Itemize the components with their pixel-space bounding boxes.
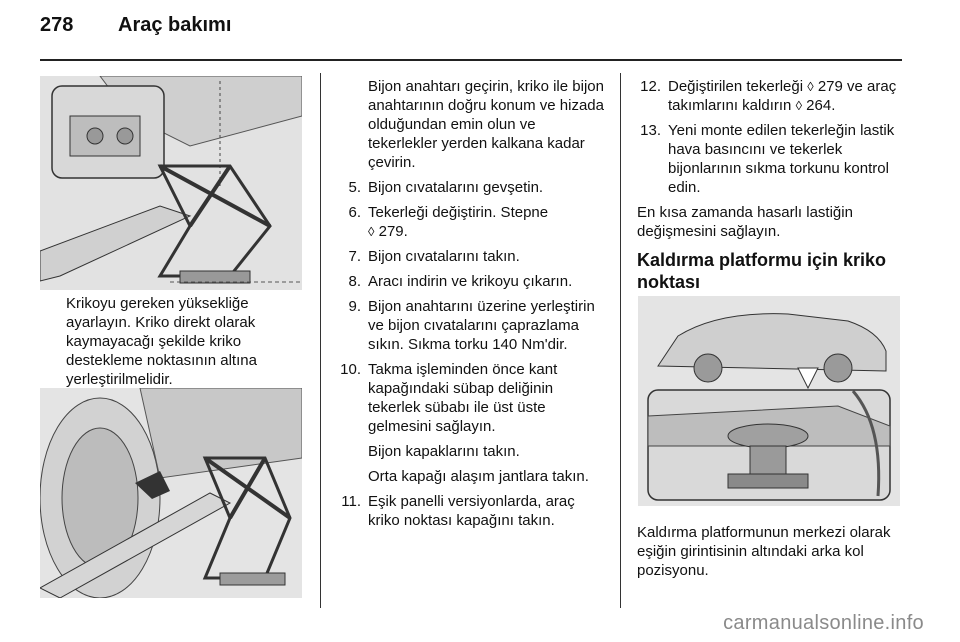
- step-text: Bijon cıvatalarını gevşetin.: [368, 179, 544, 196]
- right-column: [633, 77, 905, 293]
- lift-platform-drawing: [638, 296, 900, 506]
- list-item-step5: [333, 178, 608, 197]
- step-number: 9.: [348, 298, 361, 315]
- page-ref-link[interactable]: 264.: [806, 97, 836, 114]
- step-text: Tekerleği değiştirin. Stepne: [368, 204, 549, 221]
- list-item-step6: [333, 203, 608, 241]
- section-title: Araç bakımı: [118, 14, 232, 36]
- list-item-step11: [333, 492, 608, 530]
- step-text-group: [368, 360, 608, 486]
- list-item-step9: [333, 297, 608, 354]
- list-item-step7: [333, 247, 608, 266]
- page-ref-arrow-icon: ◊: [807, 79, 814, 94]
- jack-placement-illustration: [40, 388, 302, 598]
- step-number: 11.: [341, 493, 361, 510]
- step10-extra1: Bijon kapaklarını takın.: [368, 443, 520, 460]
- jack-closeup-drawing: [40, 76, 302, 290]
- step-text-b: ve araç takımlarını kaldırın: [668, 78, 897, 114]
- step-text-group: [668, 77, 905, 115]
- column-divider-1: [320, 73, 321, 608]
- list-item-step8: [333, 272, 608, 291]
- subsection-heading: Kaldırma platformu için kriko noktası: [637, 250, 887, 292]
- step-number: 13.: [640, 122, 661, 139]
- step-text: Aracı indirin ve krikoyu çıkarın.: [368, 273, 573, 290]
- page-ref-link[interactable]: 279: [817, 78, 843, 95]
- step-text-group: [368, 203, 608, 241]
- note-paragraph: En kısa zamanda hasarlı lastiğin değişmesini sağlayın.: [637, 204, 853, 240]
- right-caption: Kaldırma platformunun merkezi olarak eşiğin girintisinin altındaki arka kol pozisyonu.: [637, 524, 891, 579]
- list-item-step12: [633, 77, 905, 115]
- list-item-step13: [633, 121, 905, 197]
- step-text: Takma işleminden önce kant kapağındaki sübap deliğinin tekerlek sübabı ile üst üste gelmesini sağlayın.: [368, 361, 558, 435]
- step4-continued: Bijon anahtarı geçirin, kriko ile bijon anahtarının doğru konum ve hizada olduğundan emin olun ve tekerlekler yerden kalkana kadar çevirin.: [368, 78, 604, 171]
- page-ref-arrow-icon: ◊: [368, 224, 375, 239]
- step-number: 8.: [348, 273, 361, 290]
- jack-placement-drawing: [40, 388, 302, 598]
- lift-platform-illustration: [638, 296, 900, 506]
- step-text: Bijon cıvatalarını takın.: [368, 248, 520, 265]
- page-number: 278: [40, 14, 74, 36]
- header-divider: [40, 59, 902, 61]
- left-caption: Krikoyu gereken yüksekliğe ayarlayın. Kriko direkt olarak kaymayacağı şekilde kriko destekleme noktasının altına yerleştirilmelidir.: [66, 295, 257, 388]
- page-ref-link[interactable]: 279.: [378, 223, 408, 240]
- step10-extra2: Orta kapağı alaşım jantlara takın.: [368, 468, 589, 485]
- step-number: 12.: [640, 78, 661, 95]
- middle-column: [333, 77, 608, 536]
- step-text-a: Değiştirilen tekerleği: [668, 78, 804, 95]
- step-number: 6.: [348, 204, 361, 221]
- step-text: Eşik panelli versiyonlarda, araç kriko noktası kapağını takın.: [368, 493, 575, 529]
- step-number: 10.: [340, 361, 361, 378]
- step-number: 7.: [348, 248, 361, 265]
- step-text: Yeni monte edilen tekerleğin lastik hava basıncını ve tekerlek bijonlarının sıkma torkunu kontrol edin.: [668, 122, 895, 196]
- step-text: Bijon anahtarını üzerine yerleştirin ve bijon cıvatalarını çaprazlama sıkın. Sıkma torku 140 Nm'dir.: [368, 298, 595, 353]
- list-item-step10: [333, 360, 608, 486]
- watermark: carmanualsonline.info: [723, 612, 924, 634]
- page-ref-arrow-icon: ◊: [795, 98, 802, 113]
- step-number: 5.: [348, 179, 361, 196]
- column-divider-2: [620, 73, 621, 608]
- jack-closeup-illustration: [40, 76, 302, 290]
